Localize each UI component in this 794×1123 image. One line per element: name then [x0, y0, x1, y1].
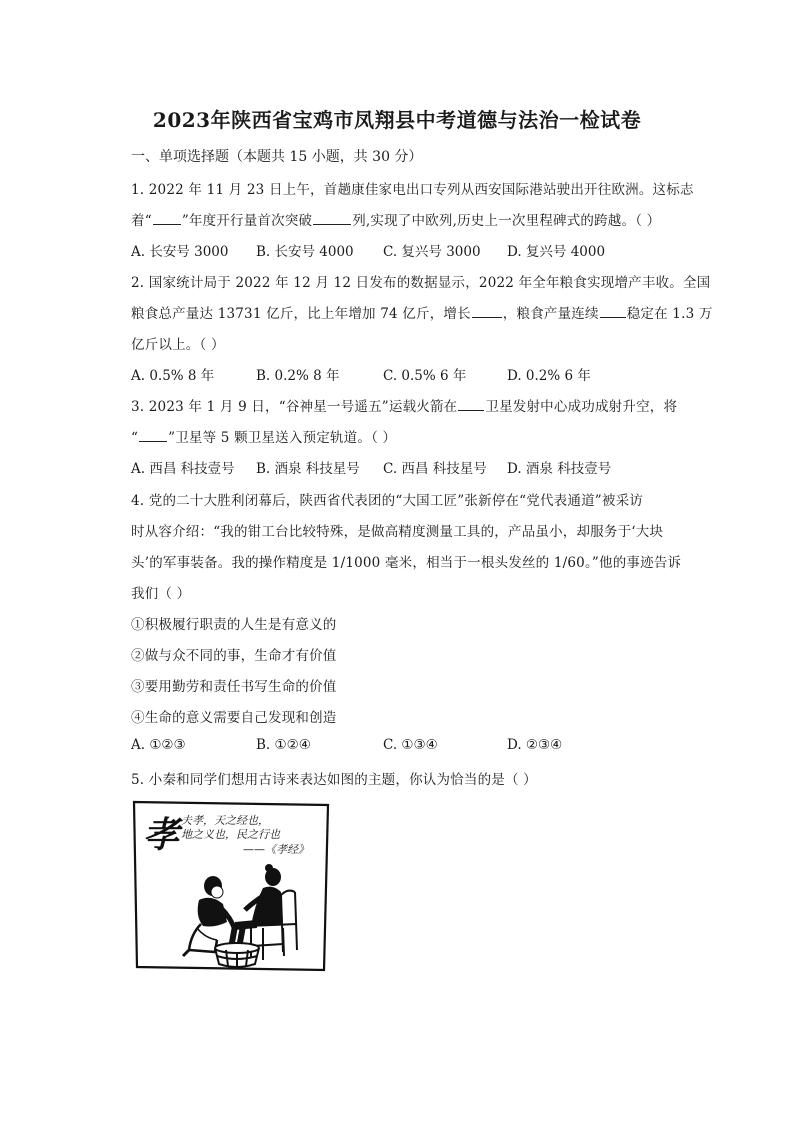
q1-text-b: ”年度开行量首次突破	[181, 213, 313, 229]
q3-option-b[interactable]: B. 酒泉 科技星号	[256, 461, 360, 477]
q3-option-c[interactable]: C. 西昌 科技星号	[383, 461, 487, 477]
q3-text-a: 3. 2023 年 1 月 9 日，“谷神星一号遥五”运载火箭在	[131, 399, 458, 415]
q3-text-c: “	[131, 430, 139, 446]
q4-statement-1: ①积极履行职责的人生是有意义的	[131, 617, 337, 633]
q1-text-c: 列,实现了中欧列,历史上一次里程碑式的跨越。（ ）	[352, 213, 661, 229]
q4-statement-4: ④生命的意义需要自己发现和创造	[131, 710, 337, 726]
q2-text-a: 粮食总产量达 13731 亿斤，比上年增加 74 亿斤，增长	[131, 306, 471, 322]
q4-options	[131, 737, 691, 757]
q3-blank-2	[139, 440, 167, 442]
q4-line-3: 头’的军事装备。我的操作精度是 1/1000 毫米，相当于一根头发丝的 1/60。”他的事迹告诉	[131, 555, 682, 571]
page-title: 2023年陕西省宝鸡市凤翔县中考道德与法治一检试卷	[152, 108, 642, 132]
xiao-character: 孝	[143, 814, 180, 856]
quote-source: ——《孝经》	[243, 843, 309, 856]
q2-text-b: ，粮食产量连续	[502, 306, 599, 322]
q2-text-c: 稳定在 1.3 万	[626, 306, 713, 322]
q1-blank-2	[313, 223, 351, 225]
q4-option-d[interactable]: D. ②③④	[507, 737, 563, 753]
q2-option-b[interactable]: B. 0.2% 8 年	[256, 368, 340, 384]
filial-piety-illustration	[131, 800, 331, 972]
q4-statement-2: ②做与众不同的事，生命才有价值	[131, 648, 337, 664]
q4-option-c[interactable]: C. ①③④	[383, 737, 438, 753]
q4-option-b[interactable]: B. ①②④	[256, 737, 311, 753]
q2-option-d[interactable]: D. 0.2% 6 年	[507, 368, 591, 384]
section-heading: 一、单项选择题（本题共 15 小题，共 30 分）	[131, 149, 423, 165]
q1-option-a[interactable]: A. 长安号 3000	[131, 244, 229, 260]
q2-line-2	[131, 302, 713, 322]
q3-option-d[interactable]: D. 酒泉 科技壹号	[507, 461, 612, 477]
q2-line-3: 亿斤以上。（ ）	[131, 337, 225, 353]
q1-options	[131, 240, 691, 260]
q3-line-1	[131, 395, 677, 415]
q1-option-d[interactable]: D. 复兴号 4000	[507, 244, 606, 260]
q2-line-1: 2. 国家统计局于 2022 年 12 月 12 日发布的数据显示，2022 年全年粮食实现增产丰收。全国	[131, 275, 711, 291]
q2-blank-2	[600, 316, 626, 318]
q4-line-1: 4. 党的二十大胜利闭幕后，陕西省代表团的“大国工匠”张新停在“党代表通道”被采访	[131, 493, 643, 509]
q3-text-d: ”卫星等 5 颗卫星送入预定轨道。（ ）	[168, 430, 397, 446]
q3-text-b: 卫星发射中心成功成射升空，将	[485, 399, 678, 415]
q4-option-a[interactable]: A. ①②③	[131, 737, 186, 753]
q1-option-c[interactable]: C. 复兴号 3000	[383, 244, 481, 260]
q1-text-a: 着“	[131, 213, 152, 229]
q4-statement-3: ③要用勤劳和责任书写生命的价值	[131, 679, 337, 695]
q1-line-1: 1. 2022 年 11 月 23 日上午，首趟康佳家电出口专列从西安国际港站驶出开往欧洲。这标志	[131, 182, 694, 198]
q2-option-c[interactable]: C. 0.5% 6 年	[383, 368, 467, 384]
q4-line-4: 我们（ ）	[131, 586, 191, 602]
q3-line-2	[131, 426, 396, 446]
q3-options	[131, 457, 691, 477]
quote-line-2: 地之义也，民之行也	[181, 828, 280, 841]
q3-option-a[interactable]: A. 西昌 科技壹号	[131, 461, 235, 477]
q2-option-a[interactable]: A. 0.5% 8 年	[131, 368, 215, 384]
illustration-svg	[131, 800, 331, 972]
q1-blank-1	[153, 223, 181, 225]
q2-options	[131, 364, 691, 384]
q2-blank-1	[472, 316, 502, 318]
quote-line-1: 夫孝，天之经也，	[181, 814, 269, 827]
q5-line-1: 5. 小秦和同学们想用古诗来表达如图的主题，你认为恰当的是（ ）	[131, 772, 537, 788]
q4-line-2: 时从容介绍：“我的钳工台比较特殊，是做高精度测量工具的，产品虽小，却服务于‘大块	[131, 524, 664, 540]
q1-option-b[interactable]: B. 长安号 4000	[256, 244, 354, 260]
q3-blank-1	[458, 409, 484, 411]
q1-line-2	[131, 209, 660, 229]
